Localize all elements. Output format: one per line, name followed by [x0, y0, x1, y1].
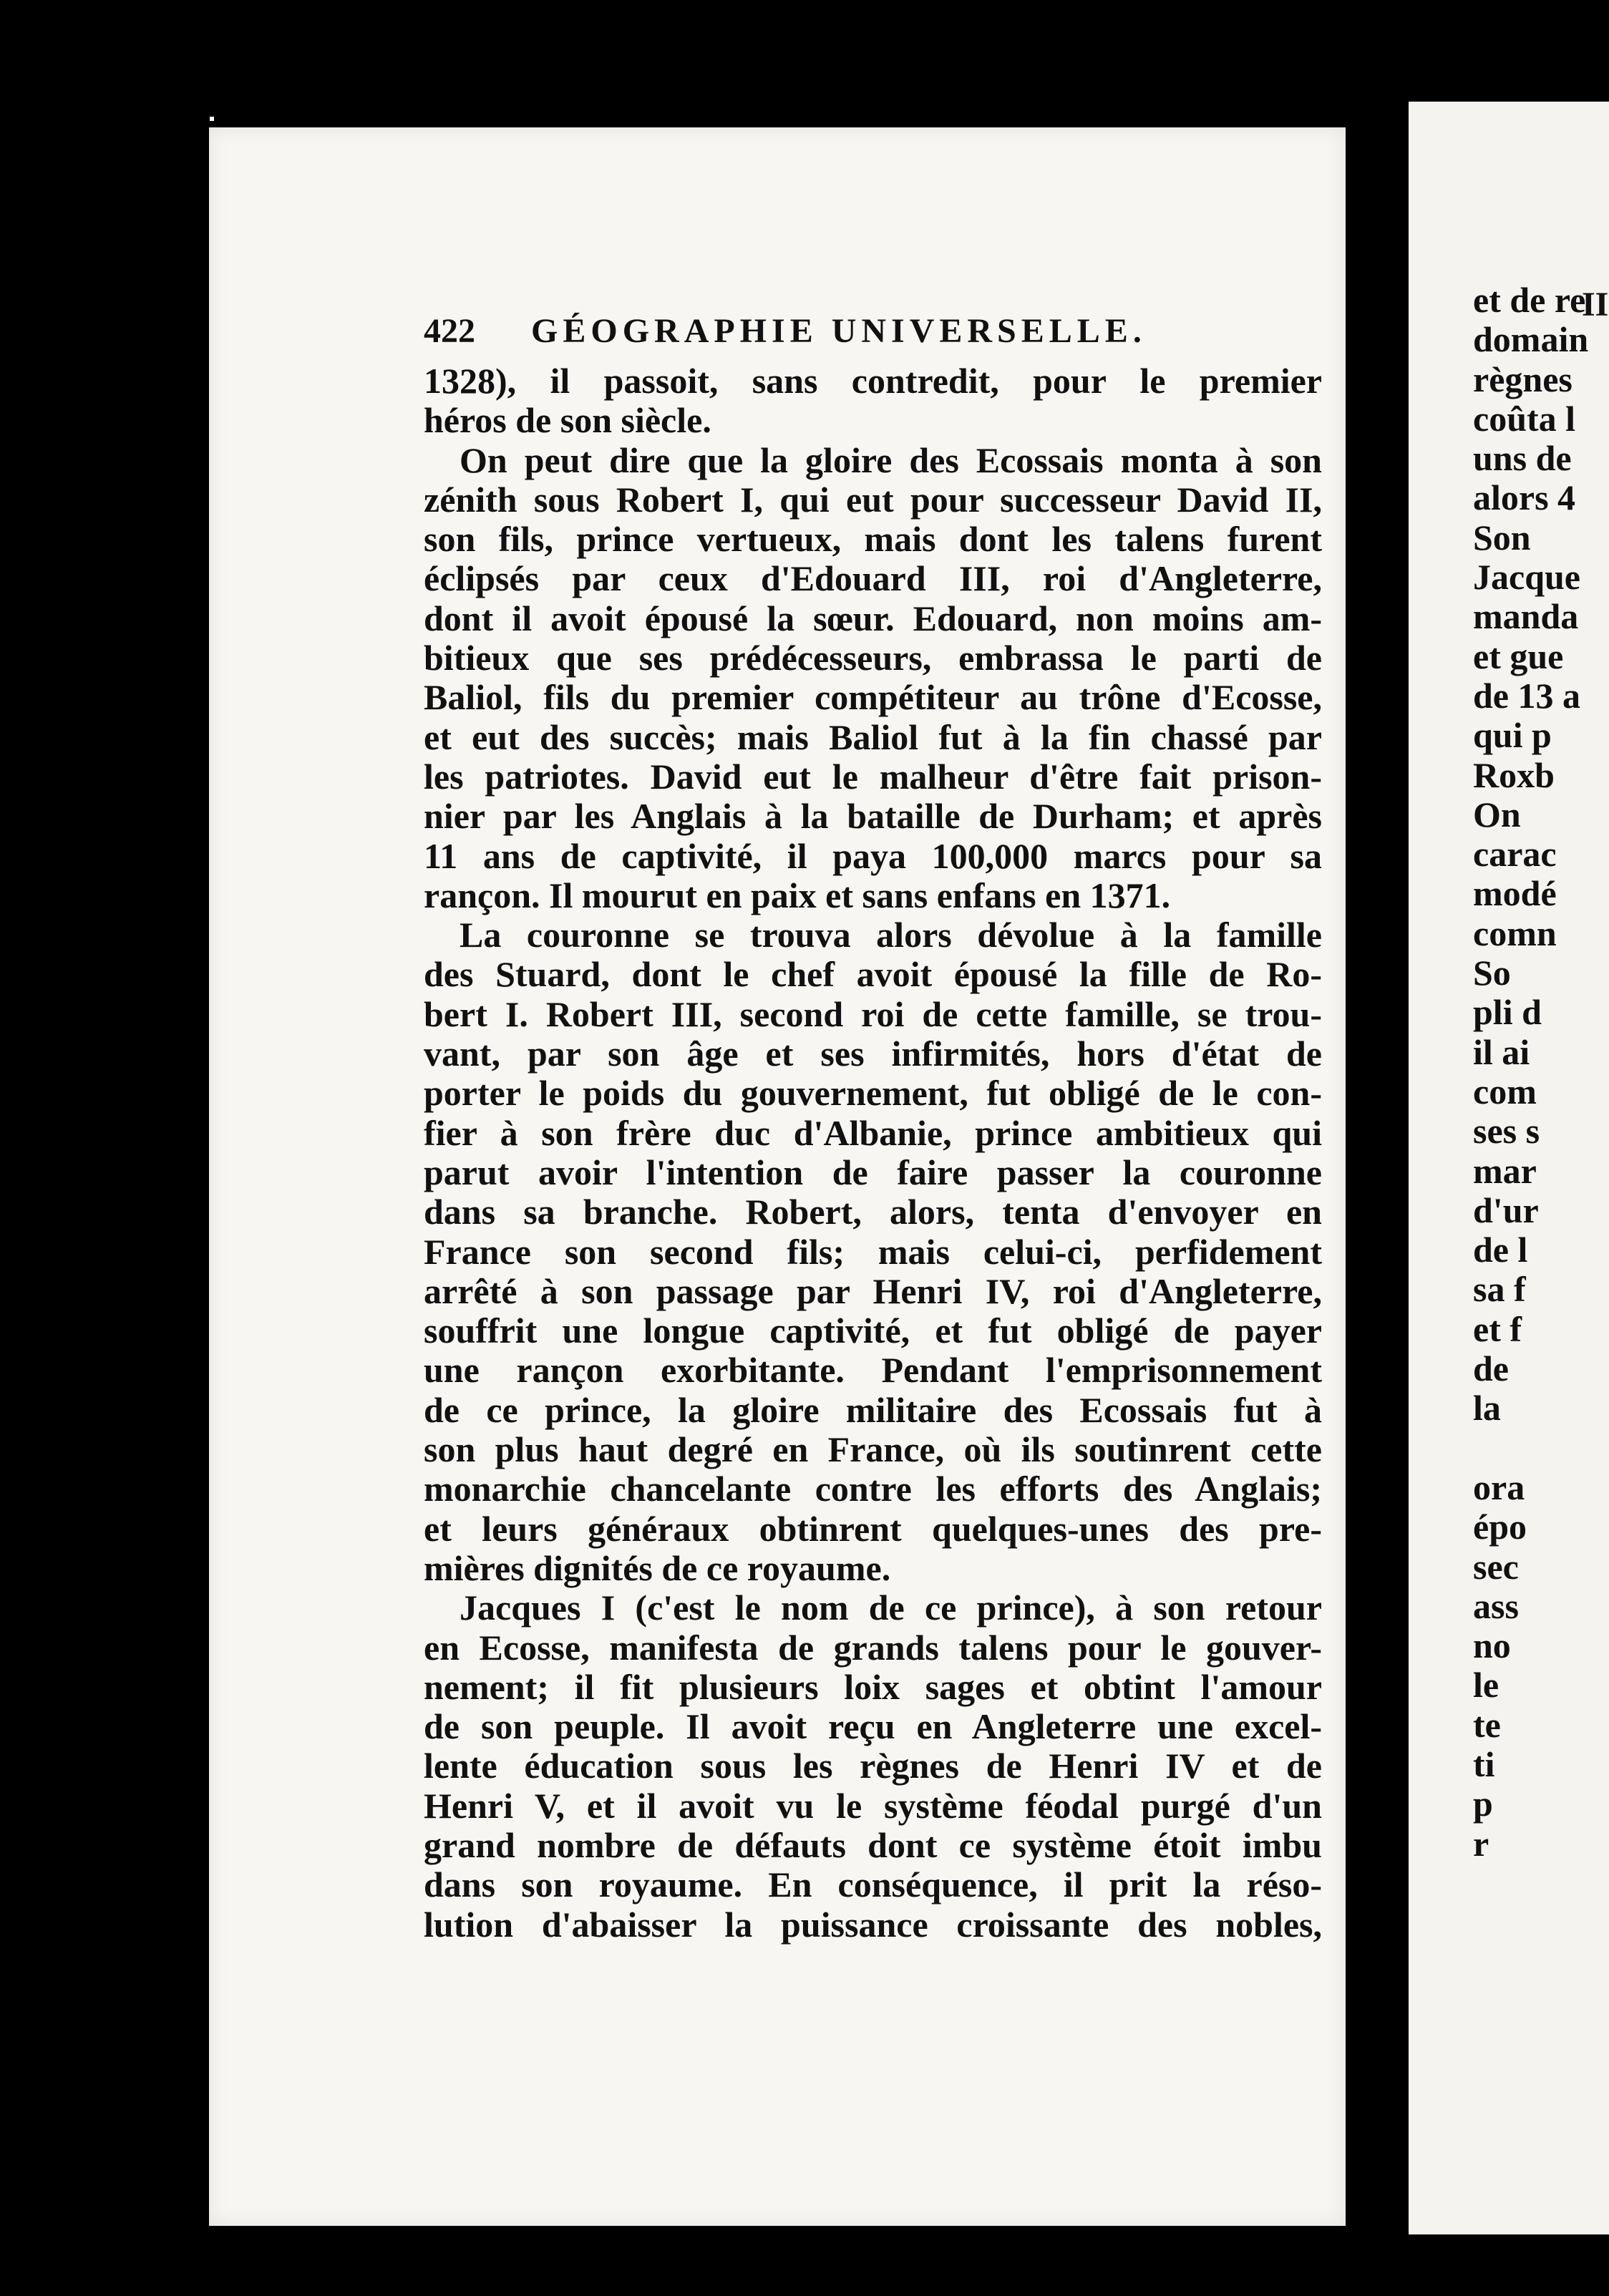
text-line: et eut des succès; mais Baliol fut à la fin chassé par — [424, 716, 1322, 757]
text-line: les patriotes. David eut le malheur d'être fait prison- — [424, 756, 1322, 797]
right-text-line: alors 4 — [1473, 477, 1576, 518]
right-text-line: le — [1473, 1665, 1499, 1706]
right-text-line: mar — [1473, 1150, 1537, 1191]
right-text-line: sec — [1473, 1546, 1519, 1587]
running-title: GÉOGRAPHIE UNIVERSELLE. — [531, 312, 1147, 350]
text-line: zénith sous Robert I, qui eut pour successeur David II, — [424, 479, 1322, 520]
text-line: vant, par son âge et ses infirmités, hors d'état de — [424, 1033, 1322, 1074]
text-line: son fils, prince vertueux, mais dont les talens furent — [424, 519, 1322, 560]
page-header — [424, 311, 1182, 361]
right-text-line: On — [1473, 794, 1521, 835]
right-text-line: d'ur — [1473, 1190, 1539, 1230]
page-number: 422 — [424, 312, 475, 350]
text-line: mières dignités de ce royaume. — [424, 1547, 891, 1588]
text-line: grand nombre de défauts dont ce système étoit imbu — [424, 1824, 1322, 1865]
text-line: et leurs généraux obtinrent quelques-unes des pre- — [424, 1508, 1322, 1549]
right-running-head: II — [1582, 286, 1609, 324]
text-line: de son peuple. Il avoit reçu en Angleterre une excel- — [424, 1706, 1322, 1747]
right-text-line: p — [1473, 1784, 1493, 1824]
text-line: héros de son siècle. — [424, 400, 711, 441]
right-text-line: pli d — [1473, 992, 1542, 1033]
scan-speck — [210, 117, 214, 121]
text-line: nement; il fit plusieurs loix sages et obtint l'amour — [424, 1666, 1322, 1707]
right-text-line: ti — [1473, 1743, 1495, 1784]
right-text-line: manda — [1473, 596, 1579, 637]
text-line: rançon. Il mourut en paix et sans enfans en 1371. — [424, 875, 1171, 915]
right-text-line: règnes — [1473, 359, 1572, 399]
text-line: nier par les Anglais à la bataille de Durham; et après — [424, 796, 1322, 837]
right-text-line: r — [1473, 1823, 1489, 1864]
right-text-line: et de re — [1473, 280, 1586, 320]
right-text-line: te — [1473, 1704, 1501, 1745]
text-line: en Ecosse, manifesta de grands talens pour le gouver- — [424, 1627, 1322, 1668]
right-text-line: il ai — [1473, 1031, 1530, 1072]
text-line: La couronne se trouva alors dévolue à la famille — [460, 915, 1322, 955]
text-line: bitieux que ses prédécesseurs, embrassa le parti de — [424, 638, 1322, 678]
text-line: bert I. Robert III, second roi de cette famille, se trou- — [424, 993, 1322, 1034]
text-line: lution d'abaisser la puissance croissante des nobles, — [424, 1904, 1322, 1945]
text-line: dans son royaume. En conséquence, il prit la réso- — [424, 1864, 1322, 1905]
right-text-line: sa f — [1473, 1269, 1526, 1310]
right-text-line: uns de — [1473, 438, 1572, 479]
text-line: On peut dire que la gloire des Ecossais monta à son — [460, 439, 1322, 480]
text-line: Henri V, et il avoit vu le système féodal purgé d'un — [424, 1785, 1322, 1826]
right-text-line: Jacque — [1473, 557, 1580, 598]
text-line: parut avoir l'intention de faire passer la couronne — [424, 1152, 1322, 1192]
text-line: fier à son frère duc d'Albanie, prince ambitieux qui — [424, 1112, 1322, 1153]
text-line: 1328), il passoit, sans contredit, pour le premier — [424, 361, 1322, 401]
page-gutter — [1346, 0, 1409, 2296]
text-line: éclipsés par ceux d'Edouard III, roi d'Angleterre, — [424, 558, 1322, 599]
text-line: son plus haut degré en France, où ils soutinrent cette — [424, 1429, 1322, 1470]
right-text-line: ses s — [1473, 1111, 1540, 1152]
right-text-line: qui p — [1473, 715, 1552, 756]
text-line: arrêté à son passage par Henri IV, roi d'Angleterre, — [424, 1270, 1322, 1311]
right-text-line: ora — [1473, 1466, 1525, 1507]
right-text-line: carac — [1473, 834, 1557, 875]
right-page-text — [1473, 281, 1609, 1864]
right-text-line: de 13 a — [1473, 675, 1580, 716]
right-text-line: Son — [1473, 517, 1531, 558]
right-text-line: com — [1473, 1071, 1537, 1111]
body-text — [424, 361, 1322, 1945]
right-text-line: de l — [1473, 1230, 1528, 1270]
text-line: porter le poids du gouvernement, fut obligé de le con- — [424, 1073, 1322, 1114]
text-line: souffrit une longue captivité, et fut obligé de payer — [424, 1310, 1322, 1351]
text-line: des Stuard, dont le chef avoit épousé la fille de Ro- — [424, 954, 1322, 995]
right-text-line — [1473, 1429, 1609, 1468]
text-line: dans sa branche. Robert, alors, tenta d'envoyer en — [424, 1192, 1322, 1232]
right-text-line: la — [1473, 1388, 1501, 1429]
text-line: lente éducation sous les règnes de Henri IV et de — [424, 1746, 1322, 1786]
right-text-line: domain — [1473, 319, 1589, 360]
right-text-line: et f — [1473, 1308, 1522, 1349]
right-text-line: no — [1473, 1625, 1511, 1666]
right-text-line: et gue — [1473, 636, 1564, 676]
right-text-line: So — [1473, 953, 1511, 993]
text-line: dont il avoit épousé la sœur. Edouard, non moins am- — [424, 598, 1322, 638]
text-line: Jacques I (c'est le nom de ce prince), à son retour — [460, 1587, 1322, 1628]
text-line: monarchie chancelante contre les efforts des Anglais; — [424, 1469, 1322, 1509]
right-text-line: modé — [1473, 873, 1557, 914]
right-text-line: coûta l — [1473, 398, 1576, 439]
right-text-line: Roxb — [1473, 754, 1555, 795]
right-text-line: ass — [1473, 1585, 1519, 1626]
right-text-line: épo — [1473, 1507, 1527, 1547]
right-text-line: comn — [1473, 913, 1557, 953]
text-line: France son second fils; mais celui-ci, perfidement — [424, 1231, 1322, 1272]
right-text-line: de — [1473, 1348, 1509, 1389]
text-line: Baliol, fils du premier compétiteur au trône d'Ecosse, — [424, 677, 1322, 718]
text-line: de ce prince, la gloire militaire des Ecossais fut à — [424, 1389, 1322, 1430]
text-line: une rançon exorbitante. Pendant l'emprisonnement — [424, 1350, 1322, 1391]
text-line: 11 ans de captivité, il paya 100,000 marcs pour sa — [424, 835, 1322, 876]
